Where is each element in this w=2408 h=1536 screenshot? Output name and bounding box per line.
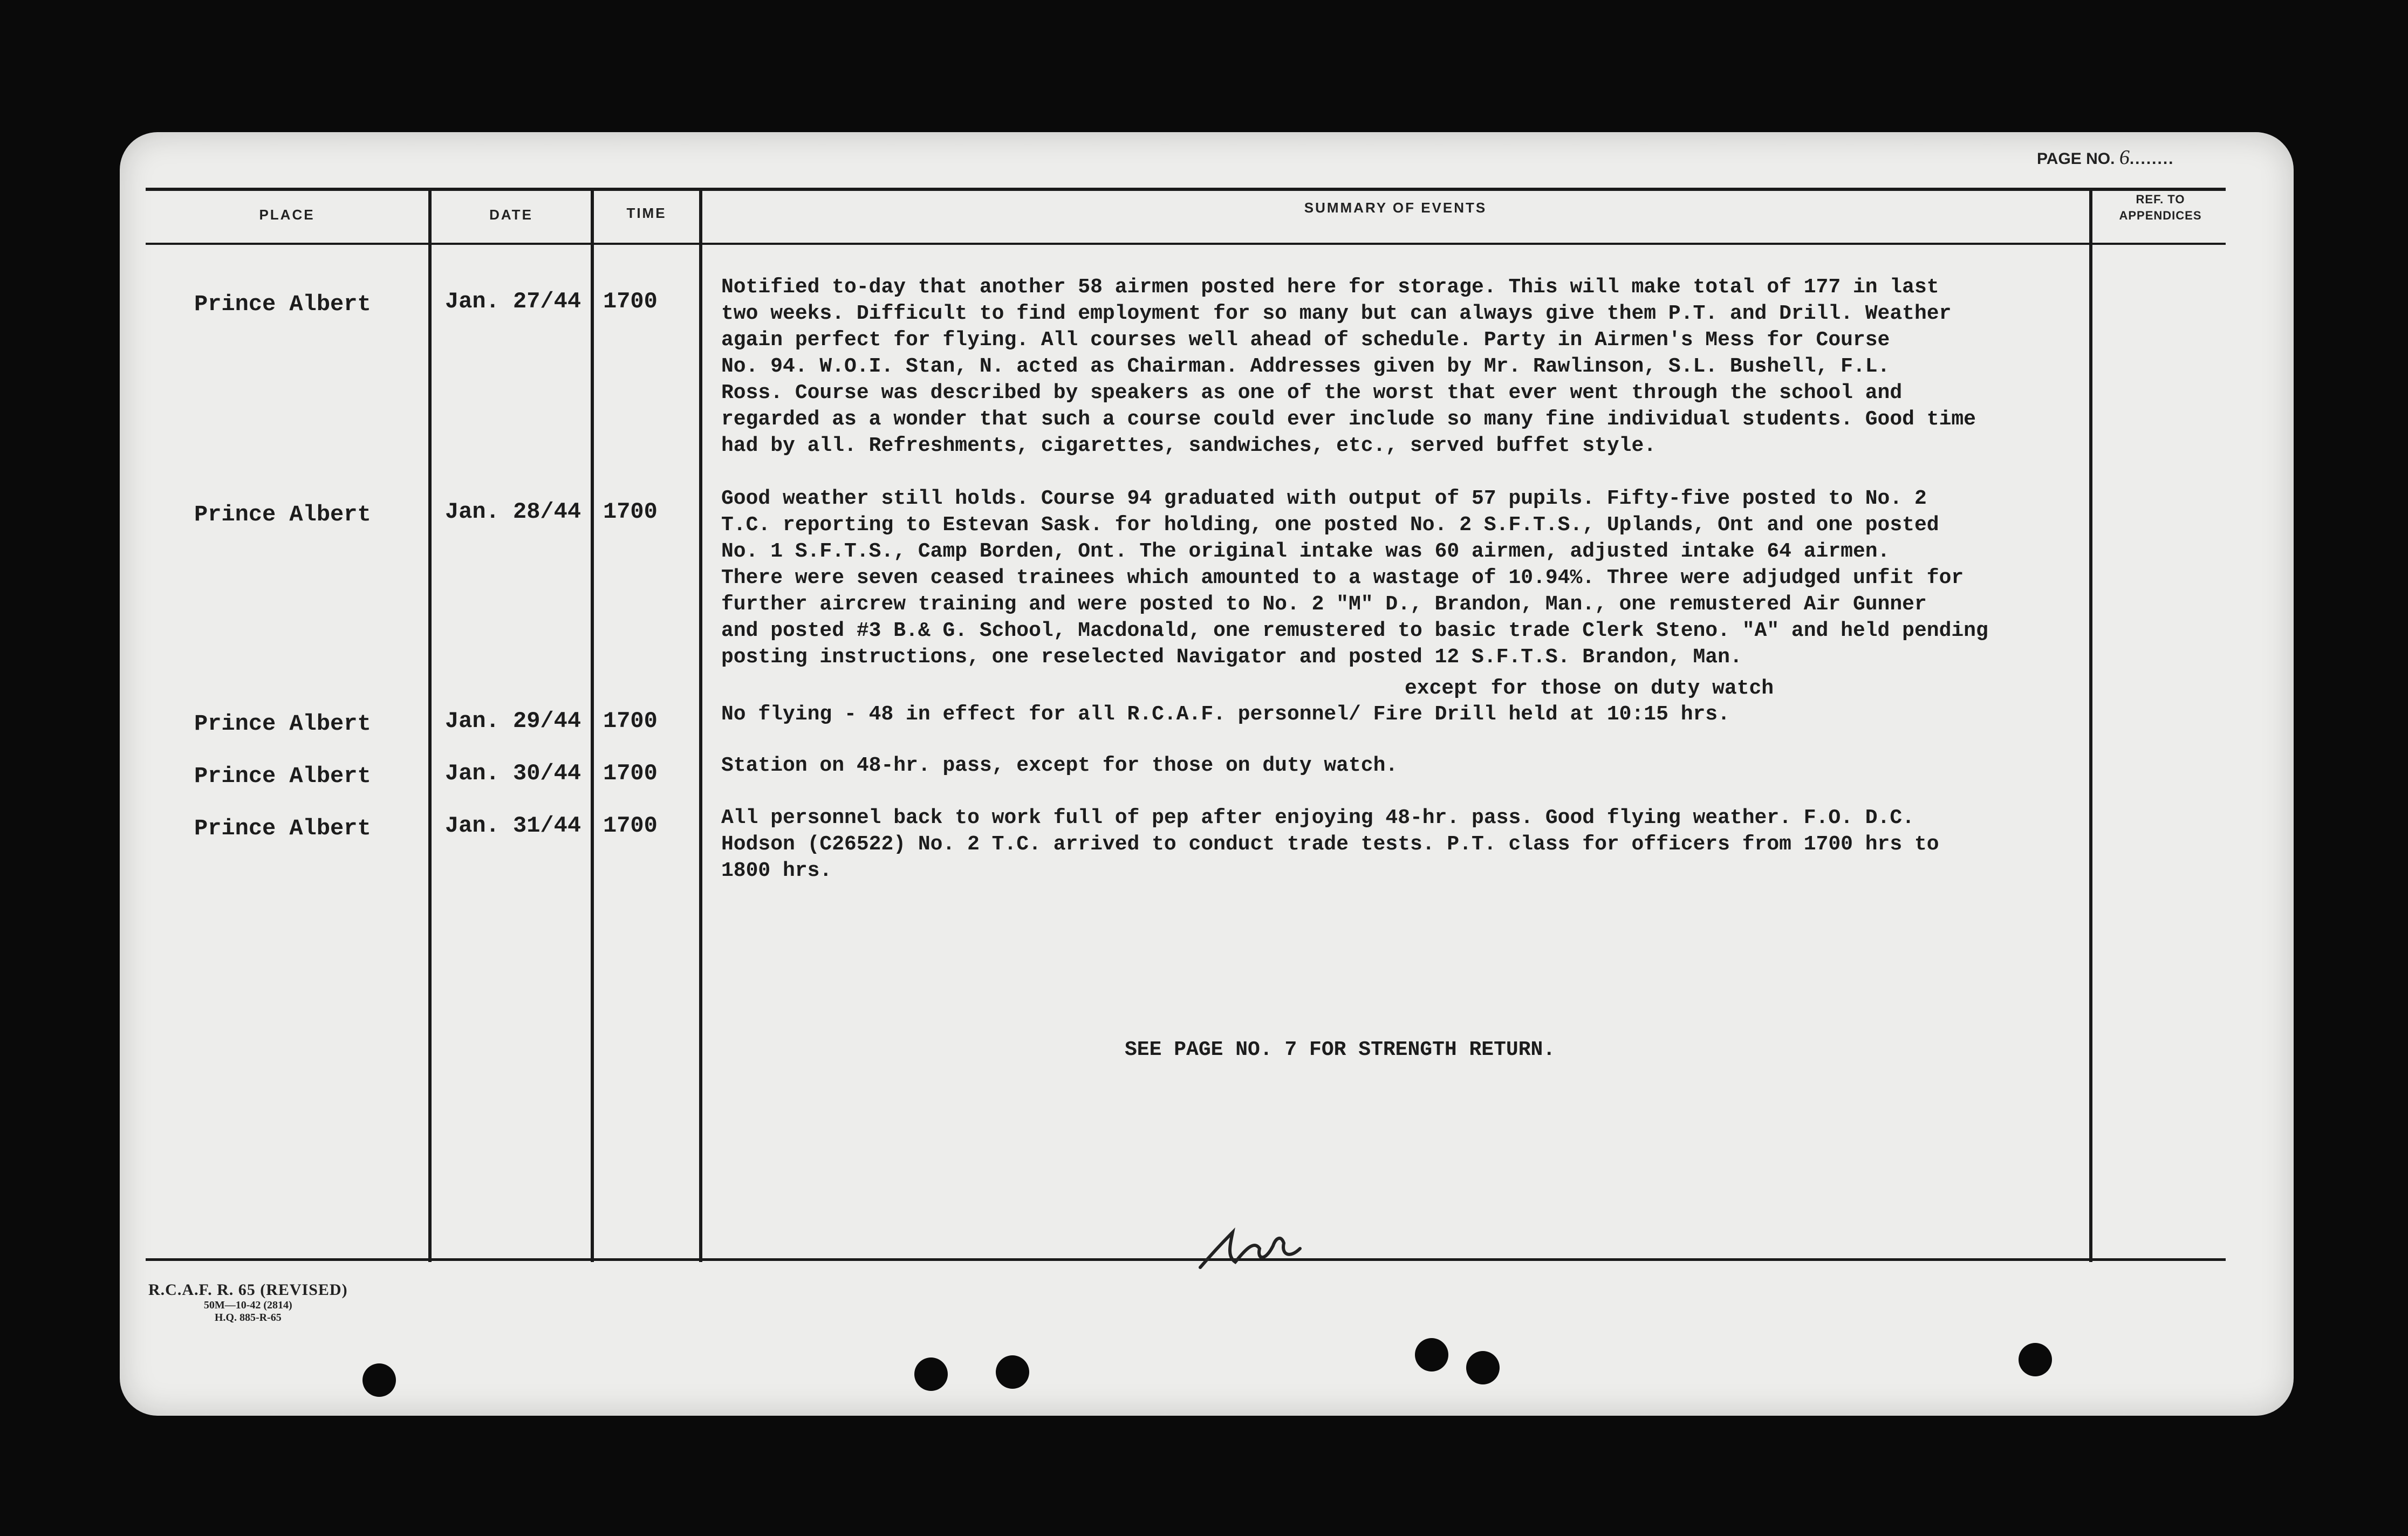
- summary-line: Notified to-day that another 58 airmen posted here for storage. This will make total of 177 in last: [721, 276, 1939, 299]
- header-summary: SUMMARY OF EVENTS: [1304, 200, 1487, 216]
- page-number-value: 6: [2119, 146, 2130, 169]
- summary-line: Station on 48-hr. pass, except for those on duty watch.: [721, 754, 1398, 777]
- entry-time: 1700: [603, 708, 658, 734]
- table-bottom-rule: [146, 1258, 2226, 1261]
- entry-place: Prince Albert: [194, 291, 371, 317]
- column-divider-summary: [2089, 188, 2092, 1262]
- entry-summary: [721, 485, 2081, 670]
- entry-date: Jan. 31/44: [445, 813, 582, 839]
- entry-date: Jan. 29/44: [445, 708, 582, 734]
- punch-hole: [1415, 1338, 1448, 1372]
- table-header-rule: [146, 243, 2226, 245]
- entry-time: 1700: [603, 760, 658, 786]
- summary-line: T.C. reporting to Estevan Sask. for holding, one posted No. 2 S.F.T.S., Uplands, Ont and one posted: [721, 513, 1939, 537]
- header-place: PLACE: [259, 207, 315, 223]
- form-number-line: R.C.A.F. R. 65 (REVISED): [148, 1281, 348, 1299]
- summary-line: regarded as a wonder that such a course could ever include so many fine individual students. Good time: [721, 408, 1976, 431]
- summary-line: posting instructions, one reselected Navigator and posted 12 S.F.T.S. Brandon, Man.: [721, 646, 1742, 669]
- entry-time: 1700: [603, 289, 658, 314]
- form-number-line: 50M—10-42 (2814): [203, 1299, 292, 1311]
- punch-hole: [362, 1363, 396, 1397]
- entry-time: 1700: [603, 499, 658, 525]
- form-number: [148, 1281, 348, 1324]
- strength-return-note: SEE PAGE NO. 7 FOR STRENGTH RETURN.: [1125, 1038, 1556, 1061]
- typed-interlineation: except for those on duty watch: [1405, 677, 1774, 700]
- entry-summary: [721, 805, 2081, 884]
- summary-line: Ross. Course was described by speakers as one of the worst that ever went through the school and: [721, 381, 1903, 404]
- handwritten-initials: [1195, 1216, 1324, 1281]
- entry-place: Prince Albert: [194, 711, 371, 737]
- summary-line: further aircrew training and were posted to No. 2 "M" D., Brandon, Man., one remustered Air Gunner: [721, 593, 1927, 616]
- form-number-line: H.Q. 885-R-65: [214, 1312, 282, 1324]
- summary-line: Good weather still holds. Course 94 graduated with output of 57 pupils. Fifty-five posted to No. 2: [721, 487, 1927, 510]
- summary-line: No. 94. W.O.I. Stan, N. acted as Chairman. Addresses given by Mr. Rawlinson, S.L. Bushell, F.L.: [721, 355, 1890, 378]
- entry-summary: [721, 752, 2081, 779]
- summary-line: No. 1 S.F.T.S., Camp Borden, Ont. The original intake was 60 airmen, adjusted intake 64 airmen.: [721, 540, 1890, 563]
- summary-line: No flying - 48 in effect for all R.C.A.F. personnel/ Fire Drill held at 10:15 hrs.: [721, 703, 1730, 726]
- punch-hole: [1466, 1351, 1500, 1384]
- entry-place: Prince Albert: [194, 815, 371, 841]
- summary-line: again perfect for flying. All courses well ahead of schedule. Party in Airmen's Mess for Course: [721, 328, 1890, 352]
- summary-line: There were seven ceased trainees which amounted to a wastage of 10.94%. Three were adjudged unfit for: [721, 566, 1964, 589]
- entry-date: Jan. 30/44: [445, 760, 582, 786]
- header-ref-appendices: REF. TO APPENDICES: [2119, 193, 2202, 222]
- entry-time: 1700: [603, 813, 658, 839]
- entry-summary: [721, 274, 2081, 459]
- entry-date: Jan. 27/44: [445, 289, 582, 314]
- punch-hole: [996, 1355, 1029, 1389]
- summary-line: and posted #3 B.& G. School, Macdonald, one remustered to basic trade Clerk Steno. "A" and held pending: [721, 619, 1988, 642]
- header-date: DATE: [489, 207, 533, 223]
- column-divider-date: [591, 188, 594, 1262]
- summary-line: had by all. Refreshments, cigarettes, sandwiches, etc., served buffet style.: [721, 434, 1657, 457]
- table-top-rule: [146, 188, 2226, 191]
- entry-place: Prince Albert: [194, 502, 371, 527]
- header-time: TIME: [626, 205, 667, 221]
- page-number-label: PAGE NO.: [2037, 150, 2115, 168]
- summary-line: All personnel back to work full of pep after enjoying 48-hr. pass. Good flying weather. F.O. D.C.: [721, 806, 1914, 829]
- summary-line: 1800 hrs.: [721, 859, 832, 882]
- summary-line: two weeks. Difficult to find employment for so many but can always give them P.T. and Drill. Weather: [721, 302, 1952, 325]
- entry-date: Jan. 28/44: [445, 499, 582, 525]
- entry-summary: [721, 701, 2081, 728]
- column-divider-time: [699, 188, 702, 1262]
- punch-hole: [914, 1357, 948, 1391]
- page-number-field: PAGE NO. 6........: [2037, 146, 2174, 169]
- entry-place: Prince Albert: [194, 763, 371, 789]
- punch-hole: [2019, 1343, 2052, 1376]
- summary-line: Hodson (C26522) No. 2 T.C. arrived to conduct trade tests. P.T. class for officers from 1700 hrs to: [721, 833, 1939, 856]
- column-divider-place: [428, 188, 432, 1262]
